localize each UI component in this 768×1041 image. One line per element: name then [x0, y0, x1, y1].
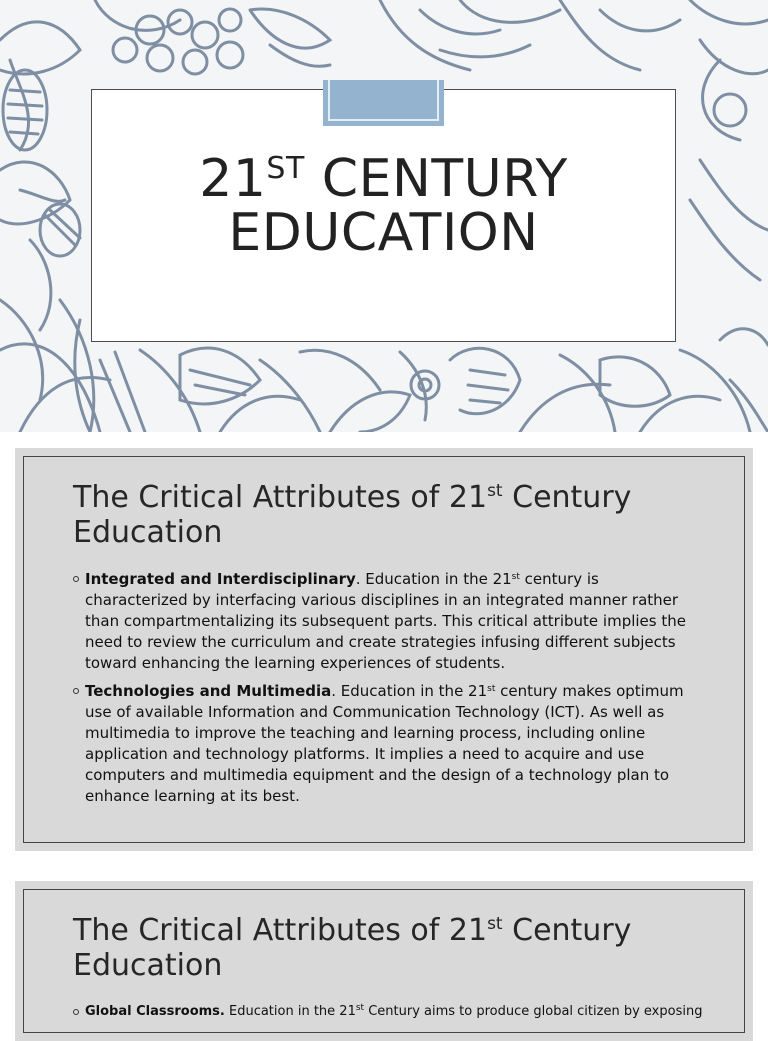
list-item: Technologies and Multimedia. Education in the 21st century makes optimum use of available Information and Communication Technology (ICT). As well as multimedia to improve the teaching and learning process, including online application and technology platforms. It implies a need to acquire and use computers and multimedia equipment and the design of a technology plan to enhance learning at its best. [73, 681, 691, 807]
slide-heading: The Critical Attributes of 21st Century Education [73, 480, 632, 550]
title-line-1: 21ST CENTURY [199, 149, 568, 209]
slide-title [91, 149, 676, 263]
title-slide [0, 0, 768, 432]
title-tab-decoration [323, 80, 444, 126]
leaves-left [0, 162, 80, 400]
list-item: Integrated and Interdisciplinary. Education in the 21st century is characterized by interfacing various disciplines in an integrated manner rather than compartmentalizing its subsequent parts. This critical attribute implies the need to review the curriculum and create strategies infusing different subjects toward enhancing the learning experiences of students. [73, 569, 691, 674]
title-line-2: EDUCATION [228, 203, 539, 263]
bullet-list [73, 569, 691, 814]
content-slide-2 [15, 881, 753, 1041]
bullet-list [73, 1002, 703, 1029]
list-item: Global Classrooms. Education in the 21st Century aims to produce global citizen by exposing [73, 1002, 703, 1022]
content-slide-1 [15, 448, 753, 851]
slide-heading: The Critical Attributes of 21st Century Education [73, 913, 632, 983]
